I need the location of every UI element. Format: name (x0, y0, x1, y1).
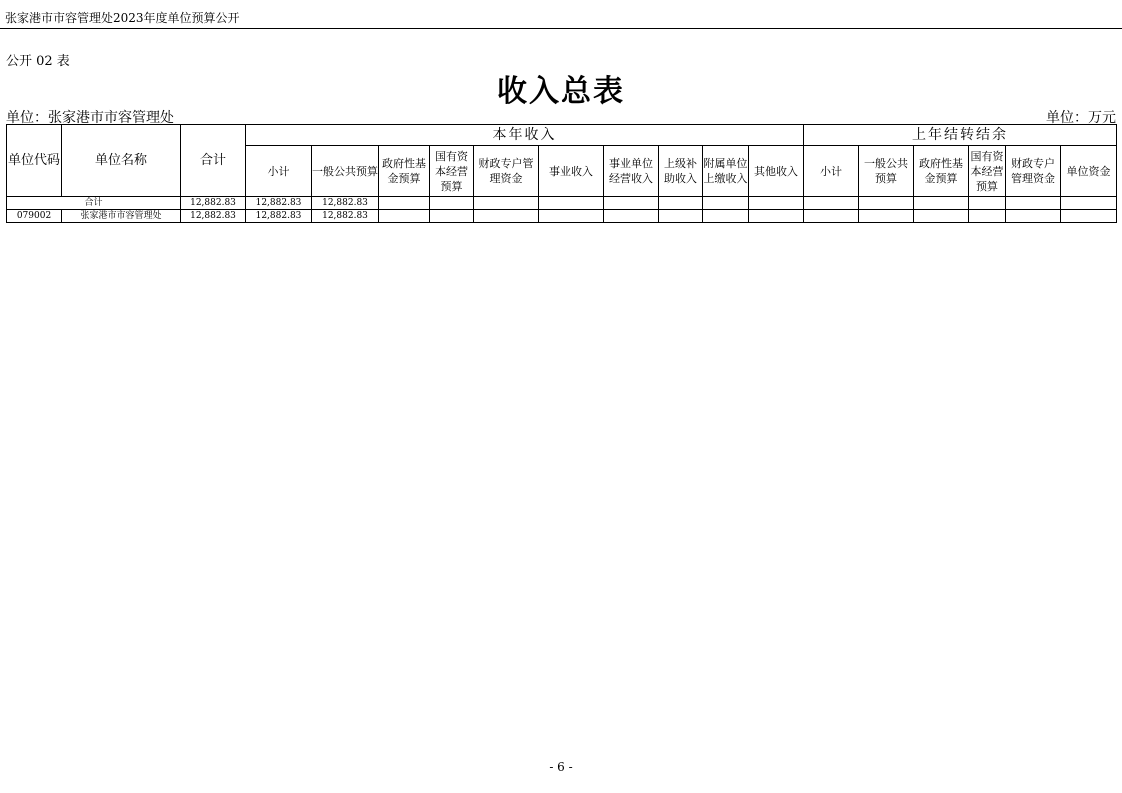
table-row (7, 210, 1117, 223)
cell-empty (804, 197, 859, 210)
cell-empty (804, 210, 859, 223)
col-this-year-state-capital: 国有资本经营预算 (430, 146, 474, 197)
cell-empty (1061, 210, 1117, 223)
col-last-year-general-budget: 一般公共预算 (859, 146, 914, 197)
cell-empty (1006, 197, 1061, 210)
unit-org-label: 单位：张家港市市容管理处 (6, 110, 174, 126)
cell-general-budget: 12,882.83 (312, 197, 379, 210)
cell-total: 12,882.83 (181, 210, 246, 223)
cell-unit-code: 079002 (7, 210, 62, 223)
cell-empty (969, 197, 1006, 210)
table-number: 公开 02 表 (6, 54, 70, 69)
income-summary-table (6, 124, 1117, 223)
cell-unit-name: 张家港市市容管理处 (62, 210, 181, 223)
cell-this-year-subtotal: 12,882.83 (246, 210, 312, 223)
cell-this-year-subtotal: 12,882.83 (246, 197, 312, 210)
col-last-year-state-capital: 国有资本经营预算 (969, 146, 1006, 197)
cell-empty (859, 210, 914, 223)
cell-empty (604, 210, 659, 223)
cell-empty (604, 197, 659, 210)
col-last-year-unit-funds: 单位资金 (1061, 146, 1117, 197)
cell-empty (749, 197, 804, 210)
cell-empty (379, 197, 430, 210)
col-last-year-special-account: 财政专户管理资金 (1006, 146, 1061, 197)
cell-empty (539, 197, 604, 210)
col-unit-code: 单位代码 (7, 125, 62, 197)
cell-empty (1006, 210, 1061, 223)
cell-empty (703, 210, 749, 223)
cell-empty (659, 197, 703, 210)
col-this-year-gov-fund: 政府性基金预算 (379, 146, 430, 197)
col-this-year-operating-income: 事业单位经营收入 (604, 146, 659, 197)
col-last-year-subtotal: 小计 (804, 146, 859, 197)
col-unit-name: 单位名称 (62, 125, 181, 197)
cell-empty (474, 210, 539, 223)
cell-total: 12,882.83 (181, 197, 246, 210)
cell-empty (539, 210, 604, 223)
unit-currency-label: 单位：万元 (1046, 110, 1116, 126)
cell-empty (749, 210, 804, 223)
col-total: 合计 (181, 125, 246, 197)
col-this-year-other-income: 其他收入 (749, 146, 804, 197)
cell-empty (859, 197, 914, 210)
page-title: 收入总表 (497, 74, 625, 109)
group-this-year-income: 本年收入 (246, 125, 804, 146)
cell-empty (914, 197, 969, 210)
row-total-label: 合计 (7, 197, 181, 210)
cell-empty (703, 197, 749, 210)
col-last-year-gov-fund: 政府性基金预算 (914, 146, 969, 197)
cell-empty (474, 197, 539, 210)
page-number: - 6 - (549, 760, 573, 774)
col-this-year-superior-subsidy: 上级补助收入 (659, 146, 703, 197)
cell-empty (1061, 197, 1117, 210)
cell-empty (430, 197, 474, 210)
col-this-year-general-budget: 一般公共预算 (312, 146, 379, 197)
table-row (7, 197, 1117, 210)
cell-empty (659, 210, 703, 223)
col-this-year-business-income: 事业收入 (539, 146, 604, 197)
col-this-year-subordinate-remit: 附属单位上缴收入 (703, 146, 749, 197)
cell-empty (430, 210, 474, 223)
cell-empty (914, 210, 969, 223)
group-last-year-carryover: 上年结转结余 (804, 125, 1117, 146)
document-header: 张家港市市容管理处2023年度单位预算公开 (5, 11, 240, 25)
col-this-year-subtotal: 小计 (246, 146, 312, 197)
cell-empty (969, 210, 1006, 223)
cell-empty (379, 210, 430, 223)
col-this-year-special-account: 财政专户管理资金 (474, 146, 539, 197)
header-divider (0, 28, 1122, 29)
cell-general-budget: 12,882.83 (312, 210, 379, 223)
